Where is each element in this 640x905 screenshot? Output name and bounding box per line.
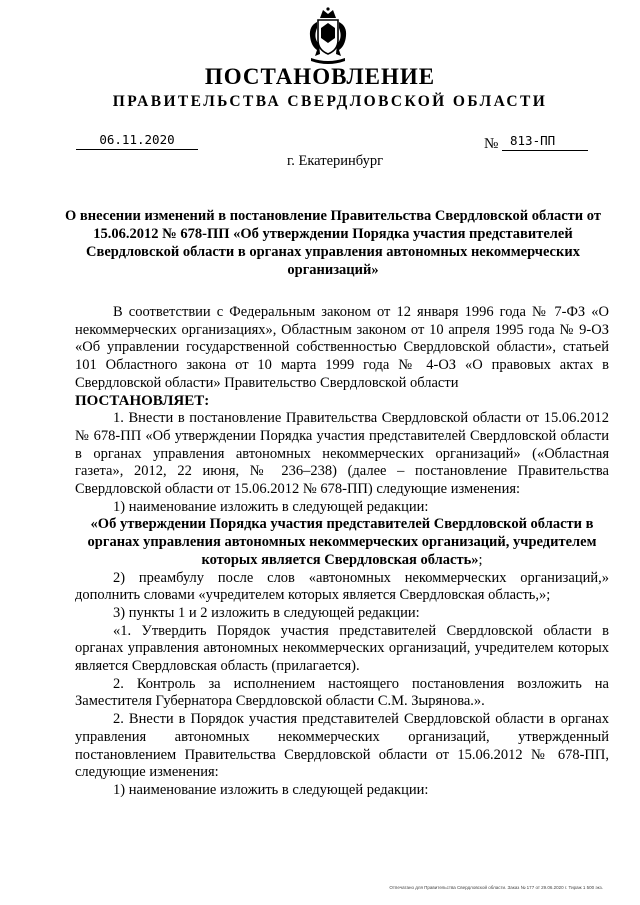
new-title-paragraph — [75, 516, 609, 569]
coat-of-arms-emblem — [303, 6, 353, 64]
document-subtitle: ПРАВИТЕЛЬСТВА СВЕРДЛОВСКОЙ ОБЛАСТИ — [112, 93, 548, 110]
print-footer: Отпечатано для Правительства Свердловской области. Заказ № 177 от 29.06.2020 г. Тираж 1 500 экз. — [389, 885, 603, 890]
city-name: г. Екатеринбург — [286, 153, 384, 169]
quoted-item-2-paragraph: 2. Контроль за исполнением настоящего постановления возложить на Заместителя Губернатора Свердловской области С.М. Зырянова.». — [75, 675, 609, 710]
new-title-punct: ; — [478, 551, 483, 568]
document-date: 06.11.2020 — [76, 132, 198, 150]
number-label: № — [484, 136, 499, 152]
quoted-item-1-paragraph: «1. Утвердить Порядок участия представителей Свердловской области в органах управления автономных некоммерческих организаций, учредителем которых является Свердловская область (прилагается). — [75, 622, 609, 675]
document-heading: О внесении изменений в постановление Правительства Свердловской области от 15.06.2012 № 678-ПП «Об утверждении Порядка участия представителей Свердловской области в органах управления автономных некоммерческих организаций» — [65, 208, 601, 278]
resolves-heading: ПОСТАНОВЛЯЕТ: — [75, 392, 210, 409]
item-2-subitem-1-paragraph: 1) наименование изложить в следующей редакции: — [113, 781, 429, 798]
document-title: ПОСТАНОВЛЕНИЕ — [204, 64, 436, 89]
subitem-2-paragraph: 2) преамбулу после слов «автономных некоммерческих организаций,» дополнить словами «учредителем которых является Свердловская область,»; — [75, 569, 609, 604]
subitem-3-paragraph: 3) пункты 1 и 2 изложить в следующей редакции: — [113, 604, 420, 621]
subitem-1-paragraph: 1) наименование изложить в следующей редакции: — [113, 498, 429, 515]
item-1-paragraph: 1. Внести в постановление Правительства Свердловской области от 15.06.2012 № 678-ПП «Об утверждении Порядка участия представителей Свердловской области в органах управления автономных некоммерческих организаций» («Областная газета», 2012, 22 июня, № 236–238) (далее – постановление Правительства Свердловской области от 15.06.2012 № 678-ПП) следующие изменения: — [75, 410, 609, 498]
preamble-paragraph: В соответствии с Федеральным законом от 12 января 1996 года № 7-ФЗ «О некоммерческих организациях», Областным законом от 10 апреля 1995 года № 9-ОЗ «Об управлении государственной собственностью Свердловской области», статьей 101 Областного закона от 10 марта 1999 года № 4-ОЗ «О правовых актах в Свердловской области» Правительство Свердловской области — [75, 304, 609, 391]
item-2-paragraph: 2. Внести в Порядок участия представителей Свердловской области в органах управления автономных некоммерческих организаций, утвержденный постановлением Правительства Свердловской области от 15.06.2012 № 678-ПП, следующие изменения: — [75, 711, 609, 781]
document-number: 813-ПП — [502, 133, 588, 151]
document-body — [75, 304, 609, 800]
new-title-text: «Об утверждении Порядка участия представителей Свердловской области в органах управления автономных некоммерческих организаций, учредителем которых является Свердловская область» — [87, 516, 597, 568]
